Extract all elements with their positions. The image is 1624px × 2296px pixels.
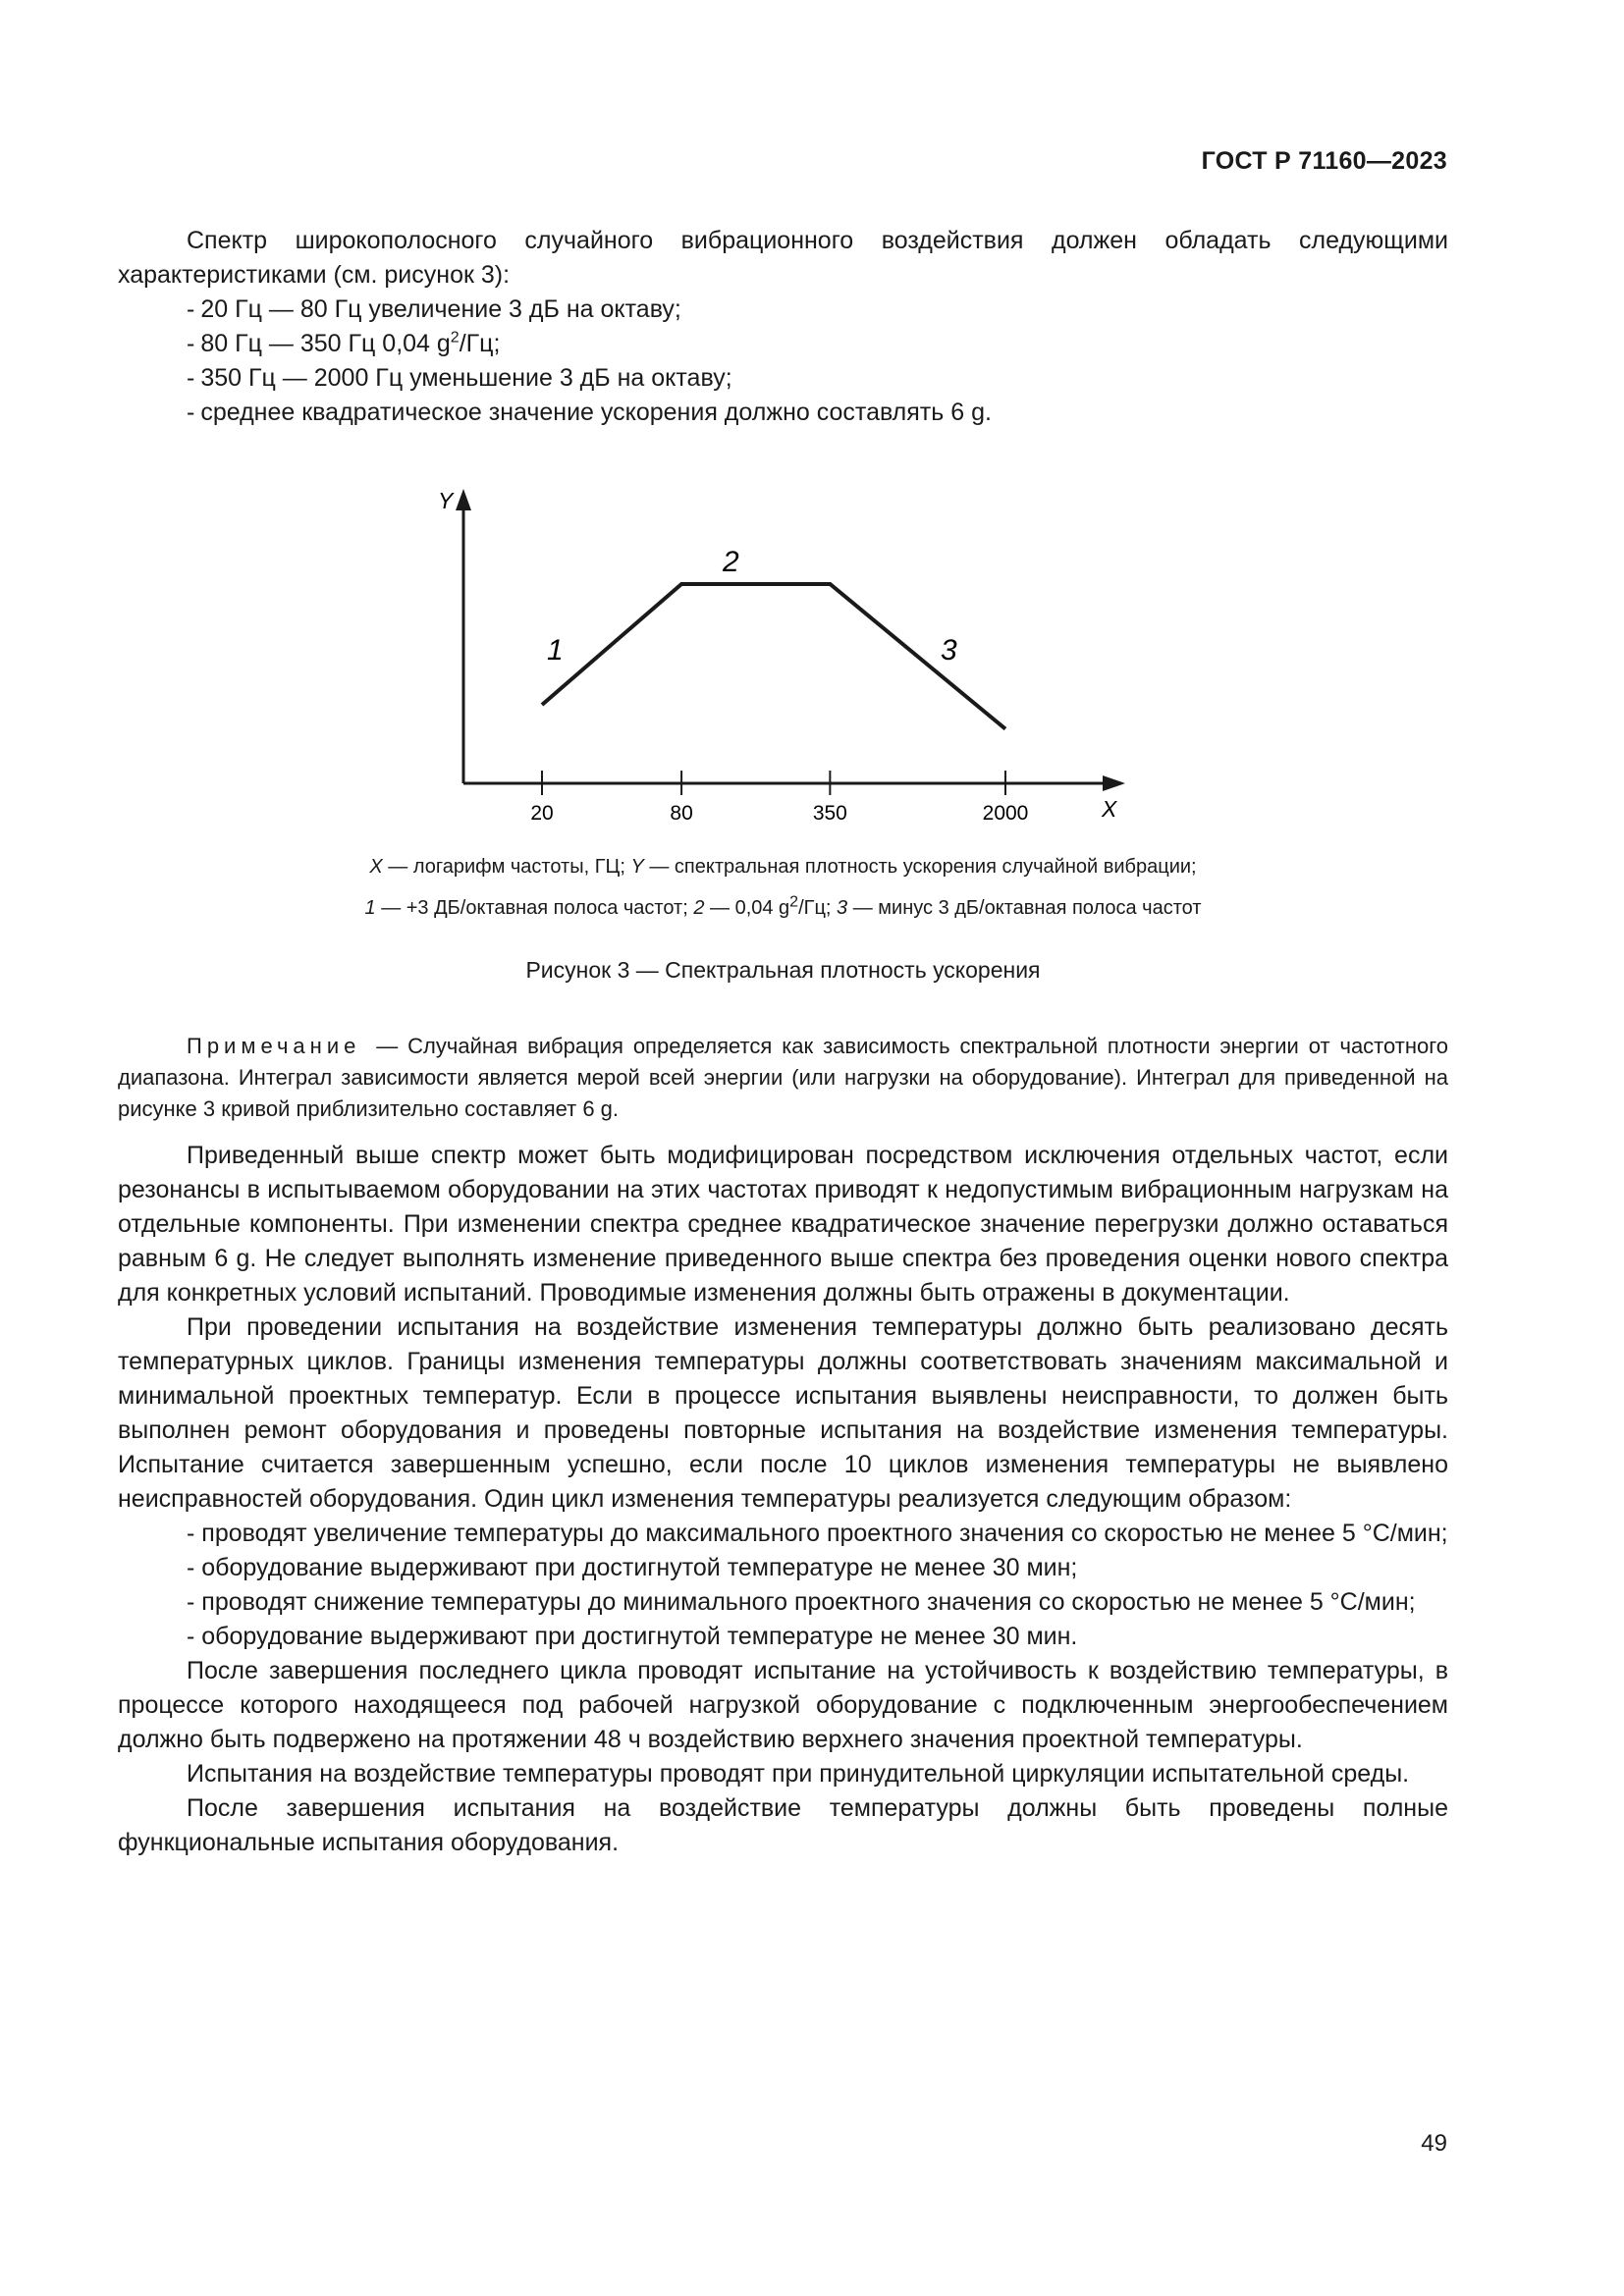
x-axis-label: X [1102,796,1117,822]
spectrum-curve [542,584,1005,729]
x-ticks [530,771,1028,825]
note-text: — Случайная вибрация определяется как зависимость спектральной плотности энергии от частотного диапазона. Интеграл зависимости является мерой всей энергии (или нагрузки на оборудование). Интеграл для приведенной на рисунке 3 кривой приблизительно составляет 6 g. [118,1034,1448,1121]
intro-paragraph: Спектр широкополосного случайного вибрационного воздействия должен обладать следующими характеристиками (см. рисунок 3): [118,227,1448,289]
paragraph: Приведенный выше спектр может быть модифицирован посредством исключения отдельных частот, если резонансы в испытываемом оборудовании на этих частотах приводят к недопустимым вибрационным нагрузкам на отдельные компоненты. При изменении спектра среднее квадратическое значение перегрузки должно оставаться равным 6 g. Не следует выполнять изменение приведенного выше спектра без проведения оценки нового спектра для конкретных условий испытаний. Проводимые изменения должны быть отражены в документации. [118,1142,1448,1307]
x-tick-label: 2000 [982,802,1029,825]
intro-section [118,224,1448,430]
page-number: 49 [1421,2130,1447,2157]
body-section [118,1139,1448,1860]
list-item: - оборудование выдерживают при достигнутой температуре не менее 30 мин. [187,1623,1078,1650]
paragraph: Испытания на воздействие температуры проводят при принудительной циркуляции испытательной среды. [187,1760,1410,1788]
paragraph: После завершения испытания на воздействие температуры должны быть проведены полные функциональные испытания оборудования. [118,1794,1448,1856]
curve-label-1: 1 [547,634,564,667]
x-axis-arrow [1103,775,1125,791]
paragraph: При проведении испытания на воздействие изменения температуры должно быть реализовано десять температурных циклов. Границы изменения температуры должны соответствовать значениям максимальной и минимальной проектных температур. Если в процессе испытания выявлены неисправности, то должен быть выполнен ремонт оборудования и проведены повторные испытания на воздействие изменения температуры. Испытание считается завершенным успешно, если после 10 циклов изменения температуры не выявлено неисправностей оборудования. Один цикл изменения температуры реализуется следующим образом: [118,1313,1448,1513]
spectral-density-chart [295,471,1178,834]
note-label: Примечание [187,1034,361,1058]
x-tick-label: 80 [670,802,693,825]
list-item: - среднее квадратическое значение ускорения должно составлять 6 g. [187,399,992,426]
curve-label-2: 2 [723,546,739,578]
list-item: - 350 Гц — 2000 Гц уменьшение 3 дБ на октаву; [187,364,732,392]
figure-caption: Рисунок 3 — Спектральная плотность ускорения [525,957,1041,983]
list-item: - проводят снижение температуры до минимального проектного значения со скоростью не менее 5 °С/мин; [187,1588,1416,1616]
list-item: - оборудование выдерживают при достигнутой температуре не менее 30 мин; [187,1554,1078,1581]
y-axis-label: Y [438,488,454,513]
list-item: - 80 Гц — 350 Гц 0,04 $g^2/Гц$; [187,329,501,357]
figure-legend-line-1: X — логарифм частоты, ГЦ; Y — спектральная плотность ускорения случайной вибрации; [369,856,1197,878]
document-code: ГОСТ Р 71160—2023 [1201,147,1447,175]
x-tick-label: 350 [812,802,847,825]
paragraph: После завершения последнего цикла проводят испытание на устойчивость к воздействию температуры, в процессе которого находящееся под рабочей нагрузкой оборудование с подключенным энергообеспечением должно быть подвержено на протяжении 48 ч воздействию верхнего значения проектной температуры. [118,1657,1448,1753]
list-item: - проводят увеличение температуры до максимального проектного значения со скоростью не менее 5 °С/мин; [187,1520,1448,1547]
list-item: - 20 Гц — 80 Гц увеличение 3 дБ на октаву; [187,295,681,323]
y-axis-arrow [456,489,471,510]
curve-label-3: 3 [941,634,957,667]
figure-3 [295,471,1178,839]
figure-legend-line-2: 1 — +3 ДБ/октавная полоса частот; 2 — 0,04 $g^2/Гц$; 3 — минус 3 дБ/октавная полоса частот [364,893,1202,919]
note [118,1031,1448,1125]
x-tick-label: 20 [530,802,554,825]
